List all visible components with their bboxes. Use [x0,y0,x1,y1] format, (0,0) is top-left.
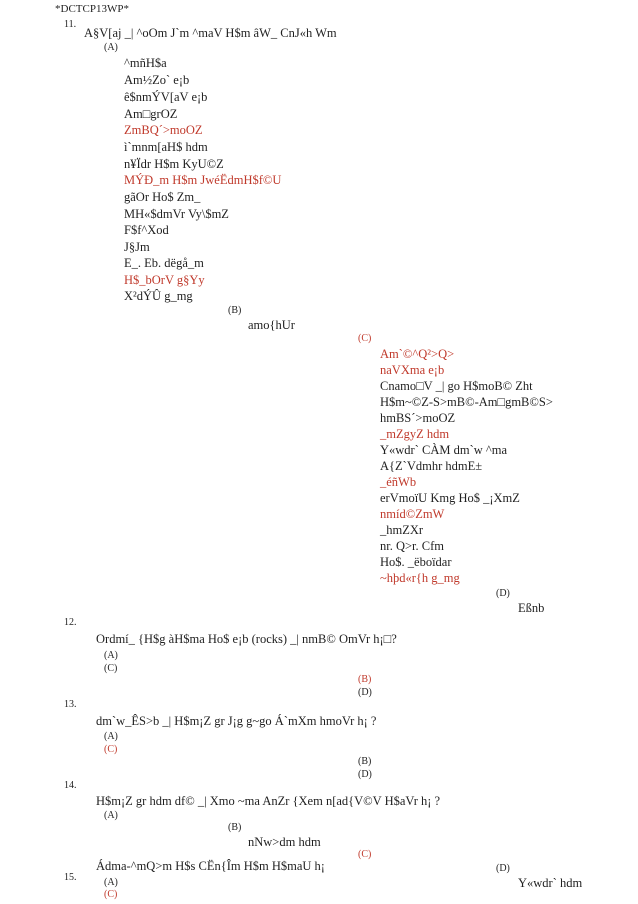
question-number: 11. [64,19,77,30]
option-label-a: (A) [104,810,118,821]
option-label-a: (A) [104,877,118,888]
option-text: erVmoïU Kmg Ho$ _¡XmZ [380,491,520,505]
option-text: A{Z`Vdmhr hdmE± [380,459,483,473]
option-label-d: (D) [496,863,510,874]
option-text: J§Jm [124,240,150,254]
option-label-b: (B) [358,756,372,767]
page-header: *DCTCP13WP* [55,3,129,15]
question-text: Ádma-^mQ>m H$s CËn{Îm H$m H$maU h¡ [96,859,325,873]
option-text: ^mñH$a [124,56,167,70]
option-text: amo{hUr [248,318,295,332]
option-label-d: (D) [358,687,372,698]
option-text-highlighted: naVXma e¡b [380,363,445,377]
option-text: MH«$dmVr Vy\$mZ [124,207,229,221]
option-text: nNw>dm hdm [248,835,321,849]
option-text: gãOr Ho$ Zm_ [124,190,201,204]
option-text-highlighted: Am`©^Q²>Q> [380,347,455,361]
option-text-highlighted: H$_bOrV g§Yy [124,273,205,287]
option-label-a: (A) [104,731,118,742]
option-label-c: (C) [104,889,118,900]
option-text: E_. Eb. dëgå_m [124,256,204,270]
option-label-a: (A) [104,42,118,53]
option-text: Am□grOZ [124,107,178,121]
option-text-highlighted: nmíd©ZmW [380,507,445,521]
option-label-c: (C) [104,663,118,674]
option-text-highlighted: _éñWb [380,475,417,489]
option-text: Am½Zo` e¡b [124,73,190,87]
option-text: Eßnb [518,601,545,615]
option-text-highlighted: ~hþd«r{h g_mg [380,571,460,585]
option-text: nr. Q>r. Cfm [380,539,444,553]
option-text: H$m~©Z-S>mB©-Am□gmB©S> [380,395,553,409]
option-label-d: (D) [496,588,510,599]
option-text: X²dÝÛ g_mg [124,289,193,303]
option-label-d: (D) [358,769,372,780]
option-text: n¥Ïdr H$m KyU©Z [124,157,224,171]
question-number: 12. [64,617,77,628]
question-number: 15. [64,872,77,883]
option-text-highlighted: _mZgyZ hdm [380,427,450,441]
option-text: F$f^Xod [124,223,169,237]
option-text: hmBS´>moOZ [380,411,456,425]
option-text-highlighted: ZmBQ´>moOZ [124,123,203,137]
option-text: Ho$. _ëboïdar [380,555,452,569]
question-number: 14. [64,780,77,791]
option-label-b: (B) [358,674,372,685]
option-label-b: (B) [228,822,242,833]
option-label-c: (C) [104,744,118,755]
question-number: 13. [64,699,77,710]
option-text: ê$nmÝV[aV e¡b [124,90,208,104]
question-text: A§V[aj _| ^oOm J`m ^maV H$m âW_ CnJ«h Wm [84,26,337,40]
question-text: Ordmí_ {H$g àH$ma Ho$ e¡b (rocks) _| nmB© OmVr h¡□? [96,632,397,646]
option-text: ì`mnm[aH$ hdm [124,140,208,154]
option-text: Y«wdr` CÀM dm`w ^ma [380,443,508,457]
option-text: Cnamo□V _| go H$moB© Zht [380,379,533,393]
option-label-b: (B) [228,305,242,316]
option-label-c: (C) [358,333,372,344]
option-text: _hmZXr [380,523,424,537]
option-label-a: (A) [104,650,118,661]
question-text: dm`w_ÊS>b _| H$m¡Z gr J¡g g~go Á`mXm hmoVr h¡ ? [96,714,377,728]
question-text: H$m¡Z gr hdm df© _| Xmo ~ma AnZr {Xem n[ad{V©V H$aVr h¡ ? [96,794,441,808]
option-text: Y«wdr` hdm [518,876,583,890]
option-label-c: (C) [358,849,372,860]
option-text-highlighted: MÝÐ_m H$m JwéËdmH$f©U [124,173,282,187]
